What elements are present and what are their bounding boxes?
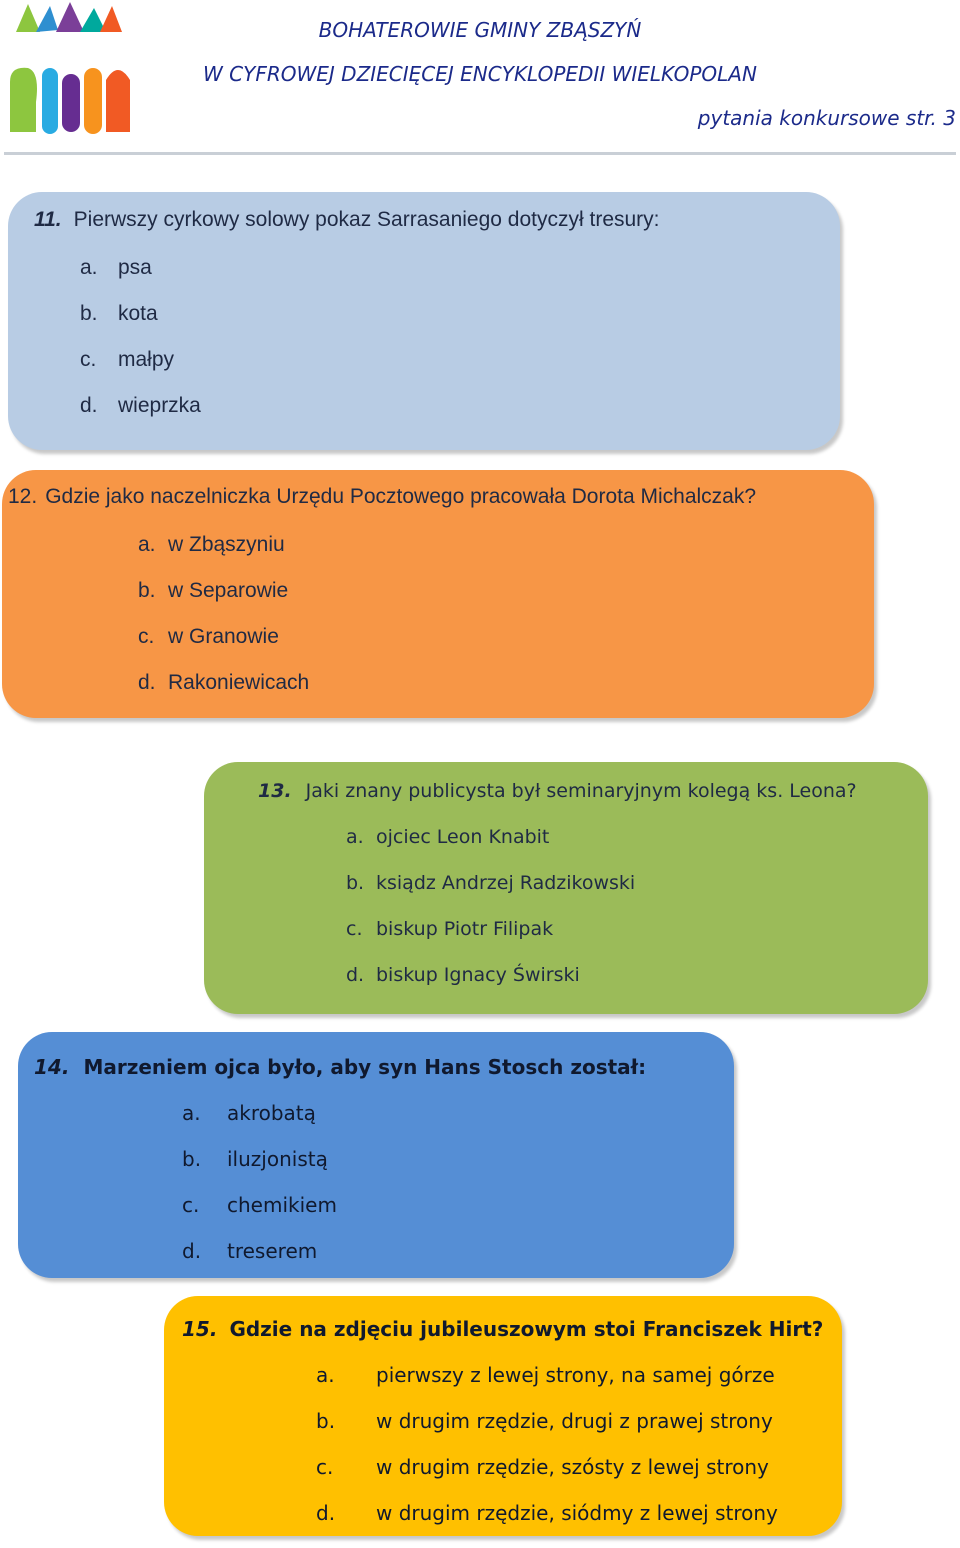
option-text: iluzjonistą (227, 1147, 328, 1171)
option-letter: c. (182, 1193, 200, 1217)
option-text: biskup Ignacy Świrski (376, 964, 580, 986)
option-letter: b. (138, 579, 156, 602)
option-letter: a. (346, 826, 364, 848)
option-text: w Separowie (168, 579, 289, 602)
option-d (346, 964, 580, 986)
option-c (138, 625, 279, 649)
option-letter: c. (138, 625, 155, 648)
option-a (80, 256, 152, 280)
option-text: w Zbąszyniu (168, 533, 285, 556)
logo-icon (6, 2, 134, 142)
option-text: małpy (118, 348, 175, 371)
question-number: 13. (258, 780, 292, 802)
option-letter: d. (316, 1501, 336, 1525)
option-text: kota (118, 302, 158, 325)
option-a (346, 826, 549, 848)
option-a (182, 1101, 316, 1125)
option-letter: b. (80, 302, 98, 325)
option-b (182, 1147, 328, 1171)
option-letter: b. (316, 1409, 336, 1433)
option-letter: d. (346, 964, 365, 986)
option-letter: a. (138, 533, 156, 556)
question-number: 15. (182, 1317, 218, 1341)
option-letter: a. (80, 256, 98, 279)
option-text: ksiądz Andrzej Radzikowski (376, 872, 636, 894)
option-letter: d. (80, 394, 98, 417)
question-text: Marzeniem ojca było, aby syn Hans Stosch został: (83, 1055, 647, 1079)
option-text: w drugim rzędzie, szósty z lewej strony (376, 1455, 769, 1479)
question-12 (8, 485, 756, 509)
option-text: Rakoniewicach (168, 671, 310, 694)
header-page-info: pytania konkursowe str. 3 (697, 106, 956, 130)
option-d (80, 394, 201, 418)
option-letter: c. (316, 1455, 334, 1479)
question-15 (182, 1317, 823, 1341)
option-letter: c. (346, 918, 363, 940)
option-text: ojciec Leon Knabit (376, 826, 550, 848)
option-letter: a. (182, 1101, 201, 1125)
option-b (80, 302, 158, 326)
option-c (80, 348, 174, 372)
header-divider (4, 152, 956, 155)
header-subtitle: W CYFROWEJ DZIECIĘCEJ ENCYKLOPEDII WIELKOPOLAN (203, 62, 757, 86)
option-b (138, 579, 288, 603)
option-letter: d. (138, 671, 156, 694)
header-title: BOHATEROWIE GMINY ZBĄSZYŃ (318, 18, 642, 42)
option-a (316, 1363, 775, 1387)
option-letter: a. (316, 1363, 335, 1387)
question-13 (258, 780, 857, 802)
option-text: psa (118, 256, 152, 279)
question-number: 14. (34, 1055, 70, 1079)
option-c (346, 918, 553, 940)
option-text: akrobatą (227, 1101, 316, 1125)
question-text: Jaki znany publicysta był seminaryjnym kolegą ks. Leona? (305, 780, 857, 802)
question-11 (34, 208, 660, 232)
question-text: Gdzie na zdjęciu jubileuszowym stoi Franciszek Hirt? (229, 1317, 824, 1341)
option-text: wieprzka (118, 394, 201, 417)
question-number: 12. (8, 485, 38, 508)
option-d (182, 1239, 317, 1263)
question-text: Gdzie jako naczelniczka Urzędu Pocztowego pracowała Dorota Michalczak? (45, 485, 757, 508)
option-letter: b. (346, 872, 365, 894)
option-text: pierwszy z lewej strony, na samej górze (376, 1363, 775, 1387)
option-letter: c. (80, 348, 97, 371)
option-text: chemikiem (227, 1193, 337, 1217)
option-d (316, 1501, 778, 1525)
option-text: w Granowie (168, 625, 279, 648)
option-letter: d. (182, 1239, 202, 1263)
question-text: Pierwszy cyrkowy solowy pokaz Sarrasaniego dotyczył tresury: (73, 208, 660, 231)
option-c (182, 1193, 337, 1217)
option-b (316, 1409, 773, 1433)
option-text: treserem (227, 1239, 318, 1263)
option-text: w drugim rzędzie, siódmy z lewej strony (376, 1501, 778, 1525)
option-c (316, 1455, 769, 1479)
option-a (138, 533, 285, 557)
question-number: 11. (34, 208, 62, 231)
option-text: w drugim rzędzie, drugi z prawej strony (376, 1409, 773, 1433)
option-b (346, 872, 635, 894)
question-14 (34, 1055, 646, 1079)
option-d (138, 671, 309, 695)
option-letter: b. (182, 1147, 202, 1171)
option-text: biskup Piotr Filipak (376, 918, 554, 940)
